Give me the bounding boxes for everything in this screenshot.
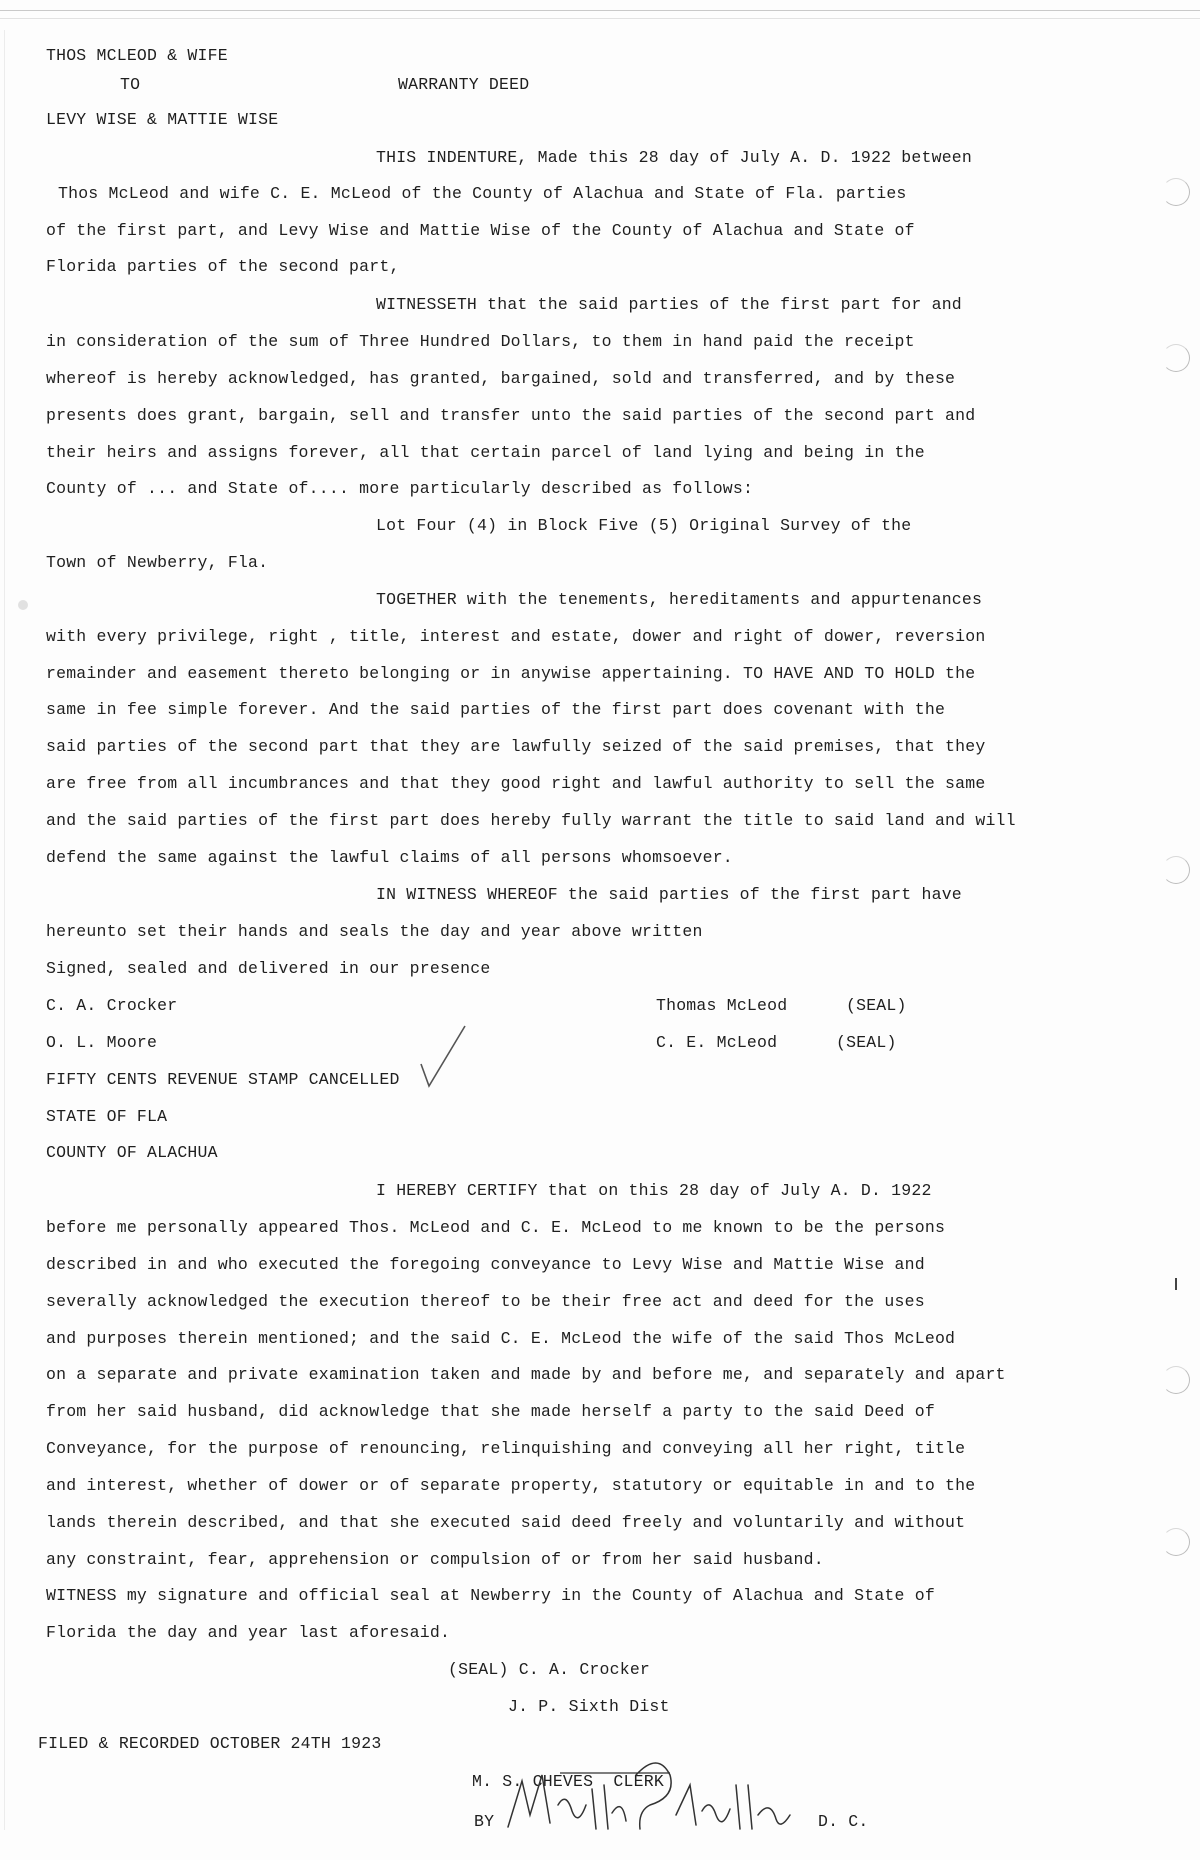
body-line: Signed, sealed and delivered in our presence: [46, 959, 491, 978]
body-line: same in fee simple forever. And the said parties of the first part does covenant with the: [46, 700, 946, 719]
body-line: their heirs and assigns forever, all that certain parcel of land lying and being in the: [46, 443, 925, 462]
certificate-line: WITNESS my signature and official seal at Newberry in the County of Alachua and State of: [46, 1586, 935, 1605]
body-line: WITNESSETH that the said parties of the first part for and: [376, 295, 962, 314]
signer-seal: (SEAL): [846, 996, 907, 1015]
certificate-line: I HEREBY CERTIFY that on this 28 day of July A. D. 1922: [376, 1181, 932, 1200]
body-line: County of ... and State of.... more particularly described as follows:: [46, 479, 754, 498]
witness-name: C. A. Crocker: [46, 996, 178, 1015]
stamp-note: FIFTY CENTS REVENUE STAMP CANCELLED: [46, 1070, 400, 1089]
body-line: with every privilege, right , title, interest and estate, dower and right of dower, reversion: [46, 627, 986, 646]
left-margin-rule: [4, 30, 5, 1830]
clerk-line: M. S. CHEVES CLERK: [472, 1772, 664, 1791]
paper-speck: [18, 600, 28, 610]
body-line: hereunto set their hands and seals the day and year above written: [46, 922, 703, 941]
body-line: Lot Four (4) in Block Five (5) Original Survey of the: [376, 516, 912, 535]
witness-name: O. L. Moore: [46, 1033, 158, 1052]
body-line: are free from all incumbrances and that they good right and lawful authority to sell the same: [46, 774, 986, 793]
body-line: in consideration of the sum of Three Hundred Dollars, to them in hand paid the receipt: [46, 332, 915, 351]
to-heading: TO: [120, 75, 141, 94]
binder-hole: [1162, 1528, 1190, 1556]
binder-hole: [1162, 344, 1190, 372]
body-line: THIS INDENTURE, Made this 28 day of July A. D. 1922 between: [376, 148, 972, 167]
binder-hole: [1162, 856, 1190, 884]
certificate-line: described in and who executed the foregoing conveyance to Levy Wise and Mattie Wise and: [46, 1255, 925, 1274]
body-line: of the first part, and Levy Wise and Mattie Wise of the County of Alachua and State of: [46, 221, 915, 240]
certificate-line: any constraint, fear, apprehension or compulsion of or from her said husband.: [46, 1550, 824, 1569]
body-line: IN WITNESS WHEREOF the said parties of the first part have: [376, 885, 962, 904]
deputy-clerk-label: D. C.: [818, 1812, 869, 1831]
certificate-line: and purposes therein mentioned; and the said C. E. McLeod the wife of the said Thos McLeod: [46, 1329, 956, 1348]
binder-hole: [1162, 178, 1190, 206]
deputy-clerk-signature: [500, 1745, 800, 1850]
body-line: defend the same against the lawful claims of all persons whomsoever.: [46, 848, 733, 867]
body-line: Thos McLeod and wife C. E. McLeod of the County of Alachua and State of Fla. parties: [58, 184, 907, 203]
signer-name: C. E. McLeod: [656, 1033, 778, 1052]
body-line: TOGETHER with the tenements, hereditaments and appurtenances: [376, 590, 983, 609]
signer-name: Thomas McLeod: [656, 996, 788, 1015]
body-line: remainder and easement thereto belonging or in anywise appertaining. TO HAVE AND TO HOLD the: [46, 664, 976, 683]
grantee-heading: LEVY WISE & MATTIE WISE: [46, 110, 279, 129]
certificate-line: from her said husband, did acknowledge that she made herself a party to the said Deed of: [46, 1402, 935, 1421]
document-title: WARRANTY DEED: [398, 75, 530, 94]
filed-recorded: FILED & RECORDED OCTOBER 24TH 1923: [38, 1734, 382, 1753]
certificate-line: lands therein described, and that she executed said deed freely and voluntarily and without: [46, 1513, 966, 1532]
certificate-line: before me personally appeared Thos. McLeod and C. E. McLeod to me known to be the persons: [46, 1218, 946, 1237]
certificate-line: severally acknowledged the execution thereof to be their free act and deed for the uses: [46, 1292, 925, 1311]
top-rule-faint: [0, 18, 1200, 19]
certificate-line: and interest, whether of dower or of separate property, statutory or equitable in and to the: [46, 1476, 976, 1495]
jp-title: J. P. Sixth Dist: [508, 1697, 670, 1716]
jp-signature: (SEAL) C. A. Crocker: [448, 1660, 651, 1679]
venue-county: COUNTY OF ALACHUA: [46, 1143, 218, 1162]
by-label: BY: [474, 1812, 495, 1831]
body-line: Florida parties of the second part,: [46, 257, 400, 276]
body-line: whereof is hereby acknowledged, has granted, bargained, sold and transferred, and by these: [46, 369, 956, 388]
top-rule: [0, 10, 1200, 11]
venue-state: STATE OF FLA: [46, 1107, 168, 1126]
body-line: said parties of the second part that they are lawfully seized of the said premises, that they: [46, 737, 986, 756]
certificate-line: Conveyance, for the purpose of renouncing, relinquishing and conveying all her right, title: [46, 1439, 966, 1458]
binder-hole: [1162, 1366, 1190, 1394]
body-line: Town of Newberry, Fla.: [46, 553, 269, 572]
signer-seal: (SEAL): [836, 1033, 897, 1052]
certificate-line: Florida the day and year last aforesaid.: [46, 1623, 451, 1642]
body-line: presents does grant, bargain, sell and transfer unto the said parties of the second part and: [46, 406, 976, 425]
margin-mark: [1175, 1278, 1177, 1290]
grantor-heading: THOS MCLEOD & WIFE: [46, 46, 228, 65]
certificate-line: on a separate and private examination taken and made by and before me, and separately and apart: [46, 1365, 1006, 1384]
checkmark-icon: [415, 1020, 475, 1095]
body-line: and the said parties of the first part does hereby fully warrant the title to said land and will: [46, 811, 1016, 830]
